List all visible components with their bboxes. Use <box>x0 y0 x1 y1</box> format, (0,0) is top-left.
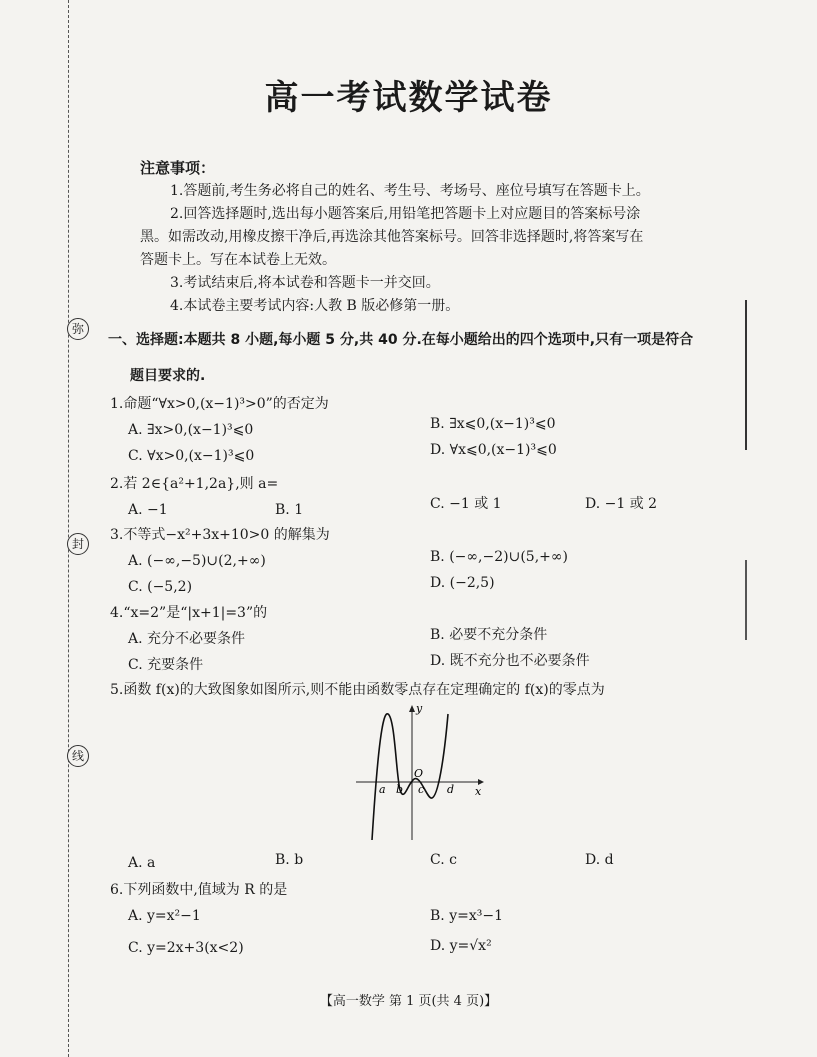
notice-heading: 注意事项： <box>140 159 216 177</box>
zero-b-label: b <box>396 783 404 796</box>
option: A. −1 <box>128 502 168 518</box>
option: A. a <box>128 855 156 871</box>
notice-line: 答题卡上。写在本试卷上无效。 <box>140 252 336 268</box>
question-stem: 3.不等式−x²+3x+10>0 的解集为 <box>110 527 330 543</box>
option: A. (−∞,−5)∪(2,+∞) <box>128 553 266 569</box>
option: B. (−∞,−2)∪(5,+∞) <box>430 549 568 565</box>
option: B. b <box>275 852 304 868</box>
notice-line: 黑。如需改动,用橡皮擦干净后,再选涂其他答案标号。回答非选择题时,将答案写在 <box>140 229 644 245</box>
option: D. 既不充分也不必要条件 <box>430 653 590 669</box>
option: D. d <box>585 852 614 868</box>
binding-mark-line: 线 <box>67 745 89 767</box>
section-heading: 题目要求的. <box>130 368 206 384</box>
option: A. y=x²−1 <box>128 908 201 924</box>
binding-dashed-line <box>68 0 69 1057</box>
option: D. y=√x² <box>430 938 492 954</box>
binding-mark-seal: 弥 <box>67 318 89 340</box>
option: B. 1 <box>275 502 304 518</box>
page-title: 高一考试数学试卷 <box>264 78 553 118</box>
option: B. ∃x⩽0,(x−1)³⩽0 <box>430 416 556 432</box>
question-stem: 1.命题“∀x>0,(x−1)³>0”的否定为 <box>110 396 329 412</box>
question-stem: 6.下列函数中,值域为 R 的是 <box>110 882 288 898</box>
option: C. c <box>430 852 457 868</box>
option: A. 充分不必要条件 <box>128 631 246 647</box>
question-stem: 2.若 2∈{a²+1,2a},则 a= <box>110 476 279 492</box>
question-stem: 4.“x=2”是“|x+1|=3”的 <box>110 605 268 621</box>
option: A. ∃x>0,(x−1)³⩽0 <box>128 422 254 438</box>
option: D. ∀x⩽0,(x−1)³⩽0 <box>430 442 557 458</box>
option: C. −1 或 1 <box>430 496 502 512</box>
y-label: y <box>416 702 423 715</box>
zero-d-label: d <box>447 783 455 796</box>
option: C. (−5,2) <box>128 579 193 595</box>
section-heading: 一、选择题:本题共 8 小题,每小题 5 分,共 40 分.在每小题给出的四个选项中,只有一项是符合 <box>108 332 694 348</box>
option: C. ∀x>0,(x−1)³⩽0 <box>128 448 255 464</box>
option: B. y=x³−1 <box>430 908 503 924</box>
scan-edge-mark <box>745 300 747 450</box>
notice-line: 1.答题前,考生务必将自己的姓名、考生号、考场号、座位号填写在答题卡上。 <box>170 183 650 199</box>
y-axis-arrow <box>409 705 415 712</box>
notice-line: 4.本试卷主要考试内容:人教 B 版必修第一册。 <box>170 298 460 314</box>
zero-a-label: a <box>379 783 386 796</box>
notice-line: 2.回答选择题时,选出每小题答案后,用铅笔把答题卡上对应题目的答案标号涂 <box>170 206 641 222</box>
option: C. y=2x+3(x<2) <box>128 940 244 956</box>
option: D. −1 或 2 <box>585 496 658 512</box>
question-stem: 5.函数 f(x)的大致图象如图所示,则不能由函数零点存在定理确定的 f(x)的零点为 <box>110 682 605 698</box>
binding-mark-seal: 封 <box>67 533 89 555</box>
origin-label: O <box>414 767 424 780</box>
option: B. 必要不充分条件 <box>430 627 548 643</box>
option: D. (−2,5) <box>430 575 495 591</box>
zero-c-label: c <box>418 783 425 796</box>
function-graph <box>350 700 490 845</box>
x-label: x <box>475 785 482 798</box>
notice-line: 3.考试结束后,将本试卷和答题卡一并交回。 <box>170 275 440 291</box>
scan-edge-mark <box>745 560 747 640</box>
function-curve <box>372 714 448 840</box>
option: C. 充要条件 <box>128 657 204 673</box>
page-footer: 【高一数学 第 1 页(共 4 页)】 <box>319 994 498 1009</box>
